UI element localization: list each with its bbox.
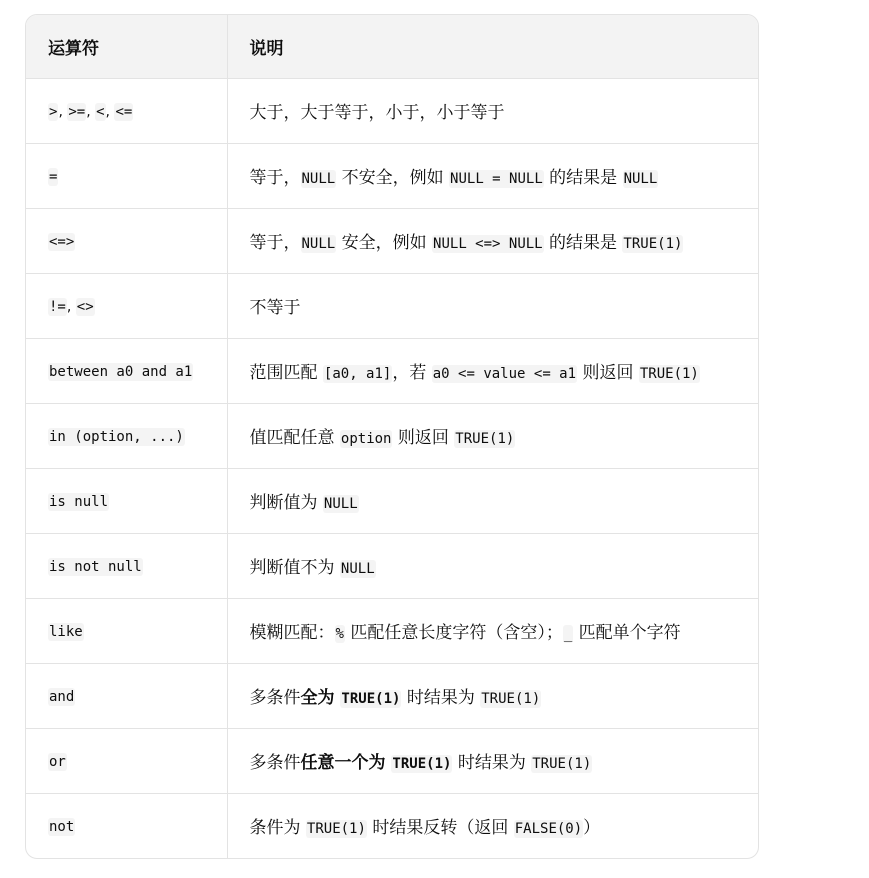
operator-cell: [26, 403, 227, 468]
table-row: [26, 208, 759, 273]
table-row: [26, 143, 759, 208]
description-text: 值匹配任意: [249, 428, 340, 448]
operator-code: <>: [76, 298, 94, 315]
operator-separator: ,: [86, 103, 96, 120]
description-text: 模糊匹配：: [249, 623, 335, 643]
table-row: [26, 468, 759, 533]
description-cell: [227, 78, 759, 143]
description-text: 则返回: [392, 428, 455, 448]
table-row: [26, 663, 759, 728]
inline-code: %: [335, 626, 344, 642]
description-cell: [227, 663, 759, 728]
operator-code: =: [49, 168, 58, 185]
description-text: 不等于: [249, 298, 301, 318]
inline-code: option: [340, 431, 392, 447]
operator-cell: [26, 663, 227, 728]
header-description: 说明: [227, 15, 759, 78]
inline-code: [a0, a1]: [323, 366, 392, 382]
operator-cell: [26, 728, 227, 793]
description-text: 时结果为: [452, 753, 532, 773]
operator-cell: [26, 338, 227, 403]
description-text: 匹配单个字符: [573, 623, 681, 643]
description-text: 判断值为: [249, 493, 323, 513]
table-header-row: [26, 15, 759, 78]
description-text: 多条件: [249, 688, 301, 708]
description-text: 多条件: [249, 753, 301, 773]
description-text: 匹配任意长度字符（含空）；: [344, 623, 563, 643]
inline-code: NULL: [340, 561, 375, 577]
inline-code: a0 <= value <= a1: [432, 366, 577, 382]
description-cell: [227, 273, 759, 338]
table-row: [26, 793, 759, 858]
table-row: [26, 338, 759, 403]
operator-separator: ,: [105, 103, 115, 120]
table-row: [26, 78, 759, 143]
inline-code: TRUE(1): [623, 236, 683, 252]
operator-code: in (option, ...): [49, 428, 184, 445]
operator-code: between a0 and a1: [49, 363, 193, 380]
inline-code: _: [563, 626, 573, 642]
description-text: 时结果反转（返回: [366, 818, 514, 839]
description-text: ，若: [392, 363, 432, 383]
operator-code: <=: [115, 103, 133, 120]
description-text: 的结果是: [543, 233, 623, 253]
operator-code: >: [49, 103, 58, 120]
description-text: 判断值不为: [249, 558, 340, 578]
table-row: [26, 728, 759, 793]
description-cell: [227, 468, 759, 533]
description-cell: [227, 143, 759, 208]
operator-cell: [26, 78, 227, 143]
operator-code: or: [49, 753, 66, 770]
description-text: 则返回: [577, 363, 639, 383]
inline-code: NULL = NULL: [450, 171, 543, 187]
description-cell: [227, 793, 759, 858]
description-cell: [227, 208, 759, 273]
bold-inline-code: TRUE(1): [392, 756, 452, 772]
inline-code: TRUE(1): [455, 431, 515, 447]
operator-separator: ,: [66, 298, 76, 315]
operator-cell: [26, 143, 227, 208]
bold-label: 全为: [300, 688, 341, 708]
description-cell: [227, 533, 759, 598]
description-text: 时结果为: [401, 688, 481, 708]
inline-code: TRUE(1): [306, 821, 366, 838]
inline-code: FALSE(0): [514, 821, 583, 838]
header-operator: 运算符: [26, 15, 227, 78]
operator-code: is null: [49, 493, 109, 510]
description-text: 条件为: [249, 818, 306, 839]
table-row: [26, 598, 759, 663]
description-text: 等于，: [249, 233, 301, 253]
description-cell: [227, 728, 759, 793]
operator-code: <=>: [49, 233, 75, 250]
operator-code: <: [96, 103, 105, 120]
description-text: 范围匹配: [249, 363, 323, 383]
operator-code: like: [49, 623, 83, 640]
operator-cell: [26, 208, 227, 273]
description-cell: [227, 403, 759, 468]
operator-cell: [26, 468, 227, 533]
table-row: [26, 273, 759, 338]
operator-code: not: [49, 818, 75, 835]
operator-code: >=: [68, 103, 86, 120]
bold-text: [301, 753, 453, 773]
bold-text: [301, 688, 402, 708]
operator-code: and: [49, 688, 75, 705]
description-text: 大于，大于等于，小于，小于等于: [249, 103, 505, 123]
inline-code: NULL <=> NULL: [433, 236, 543, 252]
description-text: 安全，例如: [336, 233, 433, 253]
description-cell: [227, 338, 759, 403]
table-row: [26, 533, 759, 598]
inline-code: NULL: [323, 496, 358, 512]
description-text: 等于，: [249, 168, 301, 188]
operator-code: !=: [49, 298, 66, 315]
operator-cell: [26, 793, 227, 858]
bold-inline-code: TRUE(1): [341, 691, 401, 707]
description-text: 的结果是: [543, 168, 623, 188]
inline-code: TRUE(1): [481, 691, 541, 707]
operator-cell: [26, 273, 227, 338]
operator-cell: [26, 533, 227, 598]
inline-code: NULL: [301, 171, 336, 187]
operators-table: [26, 15, 759, 858]
inline-code: NULL: [623, 171, 658, 187]
inline-code: TRUE(1): [532, 756, 592, 772]
description-cell: [227, 598, 759, 663]
description-text: 不安全，例如: [336, 168, 450, 188]
operator-separator: ,: [58, 103, 68, 120]
operator-cell: [26, 598, 227, 663]
table-row: [26, 403, 759, 468]
bold-label: 任意一个为: [300, 753, 392, 773]
description-text: ）: [583, 818, 601, 839]
operators-table-container: [25, 14, 759, 859]
inline-code: NULL: [301, 236, 336, 252]
operator-code: is not null: [49, 558, 142, 575]
inline-code: TRUE(1): [639, 366, 699, 382]
